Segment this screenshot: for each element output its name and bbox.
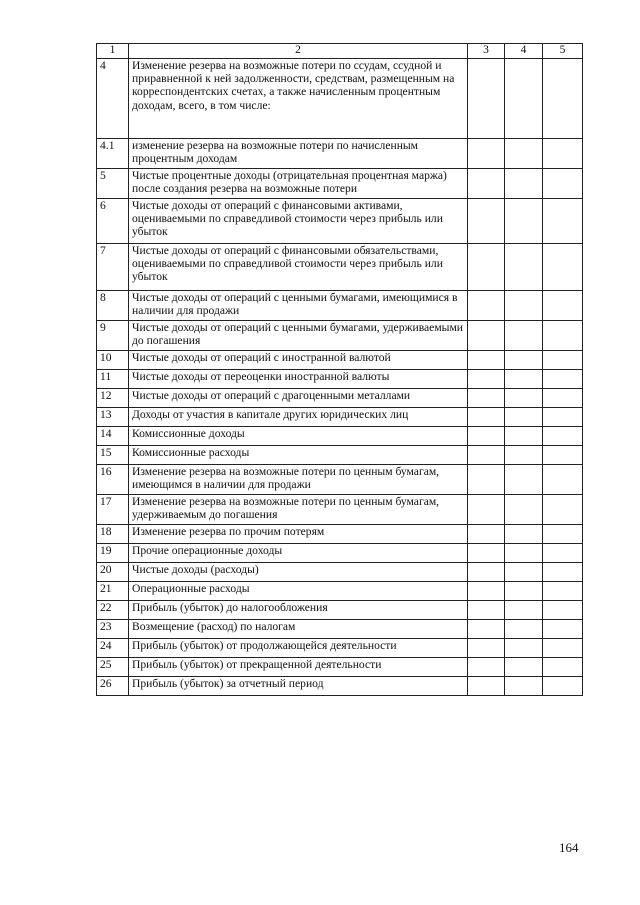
row-number: 6 — [97, 199, 129, 244]
table-row — [97, 427, 583, 446]
value-cell-col-4 — [505, 658, 543, 677]
value-cell-col-3 — [468, 139, 505, 169]
table-row — [97, 563, 583, 582]
value-cell-col-5 — [543, 563, 583, 582]
value-cell-col-3 — [468, 582, 505, 601]
value-cell-col-4 — [505, 601, 543, 620]
value-cell-col-4 — [505, 582, 543, 601]
row-number: 7 — [97, 244, 129, 291]
table-row — [97, 601, 583, 620]
value-cell-col-4 — [505, 544, 543, 563]
header-col-2: 2 — [129, 44, 468, 59]
table-row — [97, 408, 583, 427]
value-cell-col-5 — [543, 658, 583, 677]
value-cell-col-5 — [543, 139, 583, 169]
value-cell-col-3 — [468, 465, 505, 495]
table-row — [97, 677, 583, 696]
value-cell-col-4 — [505, 495, 543, 525]
row-number: 13 — [97, 408, 129, 427]
value-cell-col-3 — [468, 563, 505, 582]
header-col-5: 5 — [543, 44, 583, 59]
row-number: 19 — [97, 544, 129, 563]
value-cell-col-5 — [543, 427, 583, 446]
table-row — [97, 291, 583, 321]
table-row — [97, 199, 583, 244]
row-number: 26 — [97, 677, 129, 696]
value-cell-col-4 — [505, 639, 543, 658]
row-label: Возмещение (расход) по налогам — [129, 620, 468, 639]
value-cell-col-3 — [468, 244, 505, 291]
value-cell-col-3 — [468, 658, 505, 677]
value-cell-col-4 — [505, 620, 543, 639]
value-cell-col-5 — [543, 389, 583, 408]
table-body — [97, 59, 583, 696]
value-cell-col-3 — [468, 495, 505, 525]
value-cell-col-3 — [468, 544, 505, 563]
row-label: Изменение резерва на возможные потери по ценным бумагам, имеющимся в наличии для продажи — [129, 465, 468, 495]
value-cell-col-3 — [468, 199, 505, 244]
value-cell-col-5 — [543, 677, 583, 696]
value-cell-col-3 — [468, 291, 505, 321]
value-cell-col-5 — [543, 244, 583, 291]
value-cell-col-4 — [505, 291, 543, 321]
value-cell-col-5 — [543, 408, 583, 427]
value-cell-col-5 — [543, 351, 583, 370]
value-cell-col-4 — [505, 465, 543, 495]
value-cell-col-4 — [505, 563, 543, 582]
table-row — [97, 169, 583, 199]
row-number: 24 — [97, 639, 129, 658]
row-label: Доходы от участия в капитале других юридических лиц — [129, 408, 468, 427]
row-label: Прибыль (убыток) за отчетный период — [129, 677, 468, 696]
value-cell-col-5 — [543, 582, 583, 601]
table-row — [97, 639, 583, 658]
row-label: Комиссионные доходы — [129, 427, 468, 446]
header-col-3: 3 — [468, 44, 505, 59]
value-cell-col-3 — [468, 446, 505, 465]
value-cell-col-4 — [505, 351, 543, 370]
value-cell-col-3 — [468, 59, 505, 139]
row-label: Чистые доходы от операций с финансовыми обязательствами, оцениваемыми по справедливой стоимости через прибыль или убыток — [129, 244, 468, 291]
value-cell-col-5 — [543, 495, 583, 525]
value-cell-col-4 — [505, 408, 543, 427]
value-cell-col-5 — [543, 169, 583, 199]
table-row — [97, 465, 583, 495]
row-label: Комиссионные расходы — [129, 446, 468, 465]
table-row — [97, 582, 583, 601]
row-number: 22 — [97, 601, 129, 620]
header-col-4: 4 — [505, 44, 543, 59]
row-number: 21 — [97, 582, 129, 601]
header-col-1: 1 — [97, 44, 129, 59]
value-cell-col-3 — [468, 351, 505, 370]
financial-report-table — [96, 43, 583, 696]
value-cell-col-4 — [505, 321, 543, 351]
table-row — [97, 525, 583, 544]
row-number: 15 — [97, 446, 129, 465]
value-cell-col-5 — [543, 639, 583, 658]
row-number: 4.1 — [97, 139, 129, 169]
row-number: 14 — [97, 427, 129, 446]
value-cell-col-5 — [543, 291, 583, 321]
value-cell-col-3 — [468, 169, 505, 199]
row-label: Изменение резерва на возможные потери по ценным бумагам, удерживаемым до погашения — [129, 495, 468, 525]
row-label: Изменение резерва по прочим потерям — [129, 525, 468, 544]
table-header — [97, 44, 583, 59]
value-cell-col-4 — [505, 199, 543, 244]
row-label: Чистые доходы от операций с драгоценными металлами — [129, 389, 468, 408]
value-cell-col-3 — [468, 389, 505, 408]
value-cell-col-5 — [543, 59, 583, 139]
value-cell-col-3 — [468, 321, 505, 351]
table-row — [97, 495, 583, 525]
row-label: Прочие операционные доходы — [129, 544, 468, 563]
row-label: Изменение резерва на возможные потери по ссудам, ссудной и приравненной к ней задолженности, средствам, размещенным на корреспондентских счетах, а также начисленным процентным доходам, всего, в том числе: — [129, 59, 468, 139]
table-row — [97, 244, 583, 291]
row-label: Операционные расходы — [129, 582, 468, 601]
value-cell-col-4 — [505, 427, 543, 446]
row-number: 20 — [97, 563, 129, 582]
table-row — [97, 321, 583, 351]
value-cell-col-5 — [543, 321, 583, 351]
value-cell-col-4 — [505, 370, 543, 389]
row-label: Чистые доходы от операций с иностранной валютой — [129, 351, 468, 370]
value-cell-col-5 — [543, 446, 583, 465]
header-row — [97, 44, 583, 59]
value-cell-col-5 — [543, 620, 583, 639]
row-label: Чистые доходы от операций с ценными бумагами, имеющимися в наличии для продажи — [129, 291, 468, 321]
value-cell-col-5 — [543, 370, 583, 389]
row-label: Прибыль (убыток) от продолжающейся деятельности — [129, 639, 468, 658]
value-cell-col-3 — [468, 601, 505, 620]
row-number: 8 — [97, 291, 129, 321]
value-cell-col-3 — [468, 427, 505, 446]
value-cell-col-4 — [505, 59, 543, 139]
row-number: 12 — [97, 389, 129, 408]
row-label: Прибыль (убыток) до налогообложения — [129, 601, 468, 620]
row-label: Чистые процентные доходы (отрицательная процентная маржа) после создания резерва на возможные потери — [129, 169, 468, 199]
value-cell-col-3 — [468, 677, 505, 696]
row-number: 11 — [97, 370, 129, 389]
table-row — [97, 139, 583, 169]
value-cell-col-5 — [543, 525, 583, 544]
row-label: изменение резерва на возможные потери по начисленным процентным доходам — [129, 139, 468, 169]
value-cell-col-3 — [468, 370, 505, 389]
value-cell-col-4 — [505, 389, 543, 408]
row-label: Чистые доходы от операций с финансовыми активами, оцениваемыми по справедливой стоимости через прибыль или убыток — [129, 199, 468, 244]
table-row — [97, 620, 583, 639]
value-cell-col-3 — [468, 620, 505, 639]
row-label: Чистые доходы (расходы) — [129, 563, 468, 582]
value-cell-col-4 — [505, 446, 543, 465]
table-row — [97, 658, 583, 677]
table-row — [97, 370, 583, 389]
row-label: Прибыль (убыток) от прекращенной деятельности — [129, 658, 468, 677]
table-row — [97, 59, 583, 139]
row-number: 16 — [97, 465, 129, 495]
value-cell-col-3 — [468, 525, 505, 544]
table-row — [97, 389, 583, 408]
value-cell-col-5 — [543, 199, 583, 244]
table-row — [97, 446, 583, 465]
value-cell-col-4 — [505, 169, 543, 199]
value-cell-col-4 — [505, 677, 543, 696]
row-label: Чистые доходы от операций с ценными бумагами, удерживаемыми до погашения — [129, 321, 468, 351]
row-number: 23 — [97, 620, 129, 639]
value-cell-col-4 — [505, 139, 543, 169]
table-row — [97, 544, 583, 563]
value-cell-col-3 — [468, 408, 505, 427]
value-cell-col-5 — [543, 601, 583, 620]
row-number: 5 — [97, 169, 129, 199]
value-cell-col-4 — [505, 525, 543, 544]
row-label: Чистые доходы от переоценки иностранной валюты — [129, 370, 468, 389]
value-cell-col-5 — [543, 465, 583, 495]
table-row — [97, 351, 583, 370]
row-number: 17 — [97, 495, 129, 525]
value-cell-col-3 — [468, 639, 505, 658]
value-cell-col-5 — [543, 544, 583, 563]
row-number: 10 — [97, 351, 129, 370]
row-number: 4 — [97, 59, 129, 139]
page-number: 164 — [559, 840, 579, 855]
row-number: 25 — [97, 658, 129, 677]
value-cell-col-4 — [505, 244, 543, 291]
row-number: 18 — [97, 525, 129, 544]
row-number: 9 — [97, 321, 129, 351]
